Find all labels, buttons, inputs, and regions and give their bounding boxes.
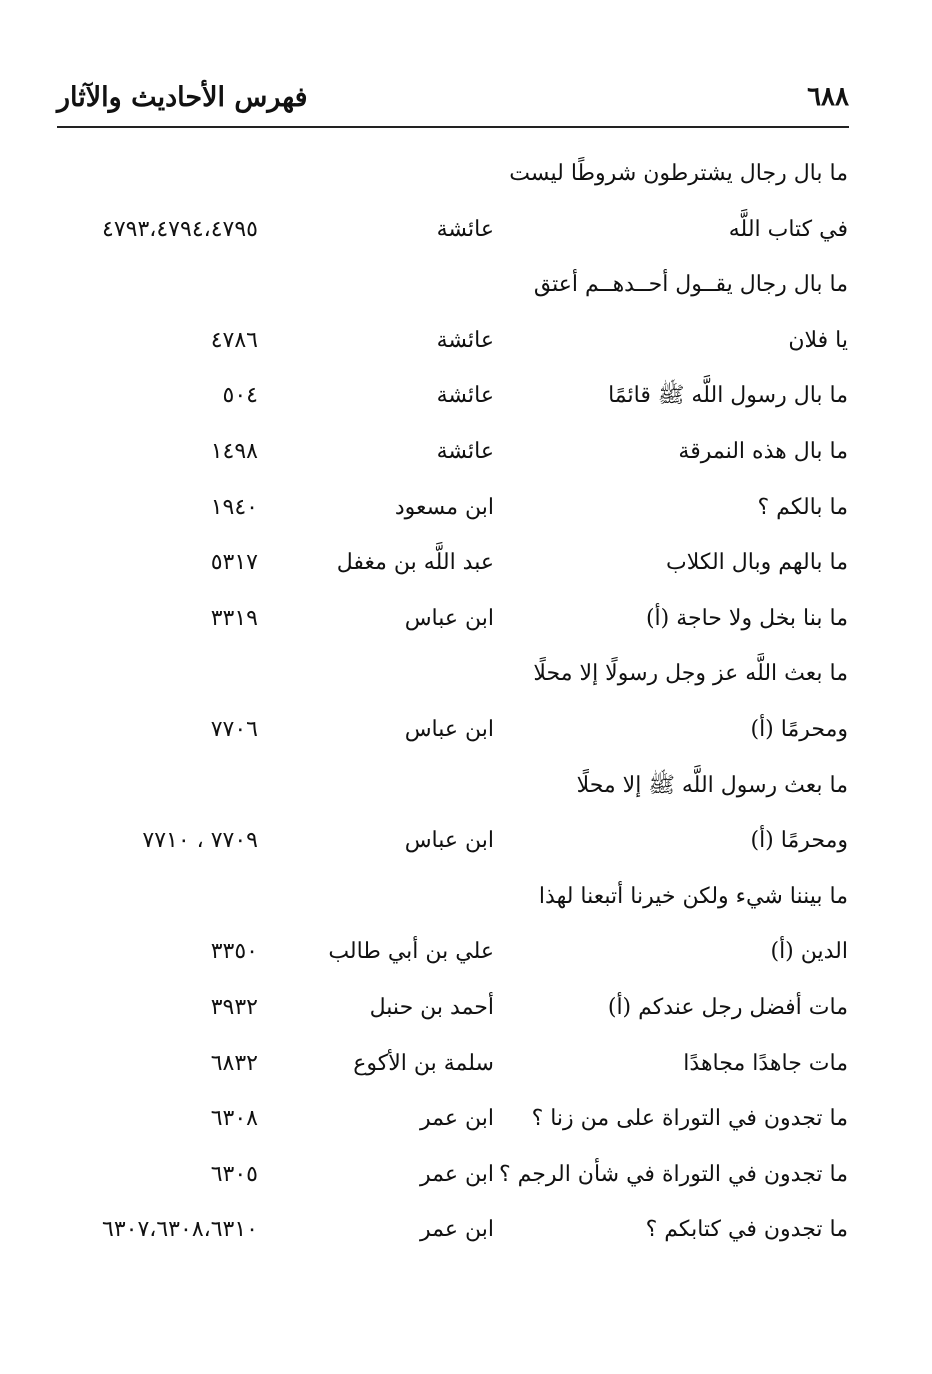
hadith-numbers: ٦٣٠٥ <box>210 1161 258 1187</box>
narrator: عائشة <box>436 216 494 242</box>
index-row <box>0 370 932 426</box>
hadith-text: ما بال رجال يقــول أحــدهــم أعتق <box>533 272 848 298</box>
hadith-text: مات جاهدًا مجاهدًا <box>683 1050 848 1076</box>
hadith-text: في كتاب اللَّه <box>728 216 848 242</box>
hadith-numbers: ٧٧٠٦ <box>210 716 258 742</box>
hadith-numbers: ١٩٤٠ <box>210 494 258 520</box>
hadith-text: ومحرمًا (أ) <box>750 828 848 854</box>
narrator: سلمة بن الأكوع <box>353 1050 494 1076</box>
hadith-index-list <box>0 148 932 1260</box>
hadith-numbers: ٥٠٤ <box>222 383 258 409</box>
hadith-numbers: ١٤٩٨ <box>210 438 258 464</box>
hadith-numbers: ٦٣٠٨ <box>210 1106 258 1132</box>
index-row <box>0 926 932 982</box>
narrator: ابن عباس <box>404 716 494 742</box>
hadith-text: ومحرمًا (أ) <box>750 716 848 742</box>
hadith-text: يا فلان <box>788 327 848 353</box>
hadith-text: ما بال رسول اللَّه ﷺ قائمًا <box>608 383 848 409</box>
hadith-text: ما بالهم وبال الكلاب <box>665 550 848 576</box>
index-row <box>0 537 932 593</box>
narrator: ابن عمر <box>420 1161 494 1187</box>
hadith-numbers: ٣٩٣٢ <box>210 994 258 1020</box>
page-header <box>57 72 849 122</box>
hadith-text: ما تجدون في التوراة على من زنا ؟ <box>531 1106 848 1132</box>
index-row <box>0 648 932 704</box>
hadith-numbers: ٣٣٥٠ <box>210 939 258 965</box>
index-row <box>0 871 932 927</box>
index-row <box>0 204 932 260</box>
narrator: ابن عباس <box>404 828 494 854</box>
hadith-text: ما بالكم ؟ <box>757 494 848 520</box>
index-row <box>0 760 932 816</box>
narrator: عائشة <box>436 438 494 464</box>
narrator: ابن عمر <box>420 1106 494 1132</box>
index-row <box>0 982 932 1038</box>
hadith-numbers: ٥٣١٧ <box>210 550 258 576</box>
index-row <box>0 1149 932 1205</box>
narrator: عبد اللَّه بن مغفل <box>336 550 494 576</box>
hadith-numbers: ٣٣١٩ <box>210 605 258 631</box>
index-row <box>0 259 932 315</box>
narrator: عائشة <box>436 383 494 409</box>
index-row <box>0 1093 932 1149</box>
index-row <box>0 1204 932 1260</box>
index-row <box>0 426 932 482</box>
hadith-numbers: ٤٧٩٣،٤٧٩٤،٤٧٩٥ <box>102 216 258 242</box>
hadith-numbers: ٧٧٠٩ ، ٧٧١٠ <box>142 828 258 854</box>
page-title: فهرس الأحاديث والآثار <box>57 81 308 113</box>
hadith-text: ما بال رجال يشترطون شروطًا ليست <box>509 161 848 186</box>
narrator: ابن مسعود <box>394 494 494 520</box>
hadith-numbers: ٦٨٣٢ <box>210 1050 258 1076</box>
hadith-numbers: ٦٣٠٧،٦٣٠٨،٦٣١٠ <box>102 1217 258 1243</box>
hadith-numbers: ٤٧٨٦ <box>210 327 258 353</box>
page-number: ٦٨٨ <box>807 82 849 112</box>
index-row <box>0 593 932 649</box>
index-row <box>0 148 932 204</box>
header-rule <box>57 126 849 128</box>
narrator: ابن عباس <box>404 605 494 631</box>
hadith-text: ما تجدون في كتابكم ؟ <box>645 1217 848 1243</box>
hadith-text: ما تجدون في التوراة في شأن الرجم ؟ <box>498 1161 848 1187</box>
hadith-text: ما بعث اللَّه عز وجل رسولًا إلا محلًا <box>533 661 848 687</box>
narrator: علي بن أبي طالب <box>328 939 494 965</box>
hadith-text: ما بال هذه النمرقة <box>678 438 848 464</box>
hadith-text: ما بيننا شيء ولكن خيرنا أتبعنا لهذا <box>538 883 848 909</box>
index-row <box>0 815 932 871</box>
narrator: عائشة <box>436 327 494 353</box>
hadith-text: مات أفضل رجل عندكم (أ) <box>607 994 848 1020</box>
index-row <box>0 1038 932 1094</box>
narrator: ابن عمر <box>420 1217 494 1243</box>
narrator: أحمد بن حنبل <box>369 994 494 1020</box>
hadith-text: ما بنا بخل ولا حاجة (أ) <box>645 605 848 631</box>
hadith-text: الدين (أ) <box>770 939 848 965</box>
index-row <box>0 315 932 371</box>
index-row <box>0 704 932 760</box>
index-row <box>0 482 932 538</box>
hadith-text: ما بعث رسول اللَّه ﷺ إلا محلًا <box>576 772 848 798</box>
